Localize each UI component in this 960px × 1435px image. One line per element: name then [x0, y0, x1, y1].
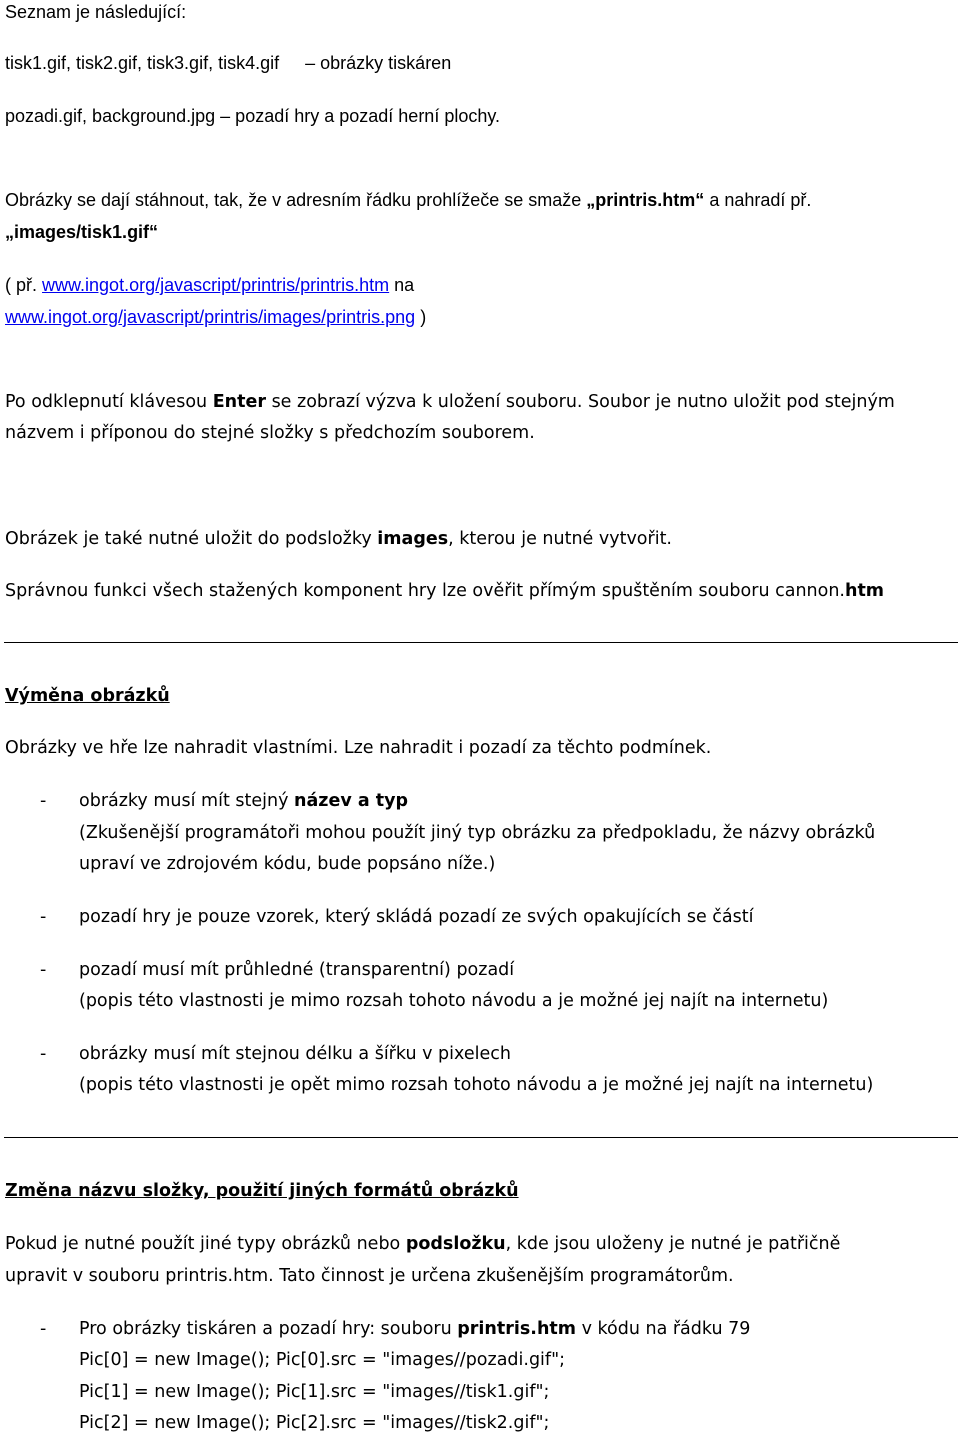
example-link-printris-png[interactable]: www.ingot.org/javascript/printris/images/printris.png [5, 307, 416, 327]
background-files-line [5, 105, 500, 127]
name-and-type: název a typ [294, 791, 409, 811]
printer-files: tisk1.gif, tisk2.gif, tisk3.gif, tisk4.gif [5, 53, 280, 73]
rename-bullet-text: Pro obrázky tiskáren a pozadí hry: souboru [79, 1319, 452, 1339]
images-folder-text: Obrázek je také nutné uložit do podsložky [5, 529, 372, 549]
rename-bullet-1 [79, 1318, 750, 1340]
code-line-2: Pic[1] = new Image(); Pic[1].src = "images//tisk1.gif"; [79, 1382, 550, 1402]
replace-note-1b: upraví ve zdrojovém kódu, bude popsáno níže.) [79, 854, 496, 874]
background-files: pozadi.gif, background.jpg [5, 106, 216, 126]
rename-line-2: upravit v souboru printris.htm. Tato činnost je určena zkušenějším programátorům. [5, 1266, 734, 1286]
bullet-dash-5: - [40, 1319, 47, 1339]
download-text-end: a nahradí př. [709, 190, 812, 210]
background-files-desc: – pozadí hry a pozadí herní plochy. [220, 106, 501, 126]
rename-text-cont: , kde jsou uloženy je nutné je patřičně [505, 1234, 841, 1254]
divider-1 [4, 642, 958, 643]
images-tisk-ref: „images/tisk1.gif“ [5, 222, 159, 242]
example-suffix: ) [420, 307, 427, 327]
replace-note-1a: (Zkušenější programátoři mohou použít jiný typ obrázku za předpokladu, že názvy obrázků [79, 823, 876, 843]
code-line-1: Pic[0] = new Image(); Pic[0].src = "images//pozadi.gif"; [79, 1350, 566, 1370]
save-text-cont: se zobrazí výzva k uložení souboru. Soubor je nutno uložit pod stejným [271, 392, 895, 412]
rename-line-1 [5, 1233, 840, 1255]
example-line-2 [5, 306, 426, 328]
save-line-1 [5, 391, 895, 413]
save-line-2: názvem i příponou do stejné složky s předchozím souborem. [5, 423, 535, 443]
printer-files-desc: – obrázky tiskáren [305, 53, 452, 73]
replace-intro: Obrázky ve hře lze nahradit vlastními. Lze nahradit i pozadí za těchto podmínek. [5, 738, 712, 758]
section-title-rename: Změna názvu složky, použití jiných formátů obrázků [5, 1181, 519, 1201]
download-line-2 [5, 221, 158, 243]
bullet-dash-1: - [40, 791, 47, 811]
example-line-1 [5, 274, 414, 296]
download-line-1 [5, 189, 811, 211]
check-text: Správnou funkci všech stažených komponent hry lze ověřit přímým spuštěním souboru cannon. [5, 581, 845, 601]
example-mid: na [394, 275, 415, 295]
printer-files-line [5, 52, 451, 74]
cannon-htm-ext: htm [844, 581, 885, 601]
bullet-dash-2: - [40, 907, 47, 927]
bullet-dash-3: - [40, 960, 47, 980]
replace-bullet-2: pozadí hry je pouze vzorek, který skládá pozadí ze svých opakujících se částí [79, 907, 754, 927]
check-line [5, 580, 884, 602]
printris-htm-ref: „printris.htm“ [586, 190, 705, 210]
replace-bullet-3: pozadí musí mít průhledné (transparentní) pozadí [79, 960, 515, 980]
list-heading: Seznam je následující: [5, 2, 187, 22]
line-79-text: v kódu na řádku 79 [581, 1319, 751, 1339]
replace-note-3: (popis této vlastnosti je mimo rozsah tohoto návodu a je možné jej najít na internetu) [79, 991, 829, 1011]
subfolder-word: podsložku [405, 1234, 506, 1254]
images-folder-name: images [377, 529, 449, 549]
code-line-3: Pic[2] = new Image(); Pic[2].src = "images//tisk2.gif"; [79, 1413, 550, 1433]
example-link-printris-htm[interactable]: www.ingot.org/javascript/printris/printris.htm [42, 275, 390, 295]
replace-bullet-4: obrázky musí mít stejnou délku a šířku v pixelech [79, 1044, 511, 1064]
rename-text: Pokud je nutné použít jiné typy obrázků nebo [5, 1234, 401, 1254]
section-title-replace: Výměna obrázků [5, 686, 170, 706]
replace-bullet-1 [79, 790, 408, 812]
save-text: Po odklepnutí klávesou [5, 392, 208, 412]
images-folder-line [5, 528, 672, 550]
example-prefix: ( př. [5, 275, 38, 295]
replace-bullet-1-text: obrázky musí mít stejný [79, 791, 289, 811]
images-folder-text-end: , kterou je nutné vytvořit. [448, 529, 672, 549]
printris-htm-file: printris.htm [457, 1319, 576, 1339]
download-text: Obrázky se dají stáhnout, tak, že v adresním řádku prohlížeče se smaže [5, 190, 582, 210]
replace-note-4: (popis této vlastnosti je opět mimo rozsah tohoto návodu a je možné jej najít na internetu) [79, 1075, 874, 1095]
bullet-dash-4: - [40, 1044, 47, 1064]
divider-2 [4, 1137, 958, 1138]
enter-key-label: Enter [212, 392, 266, 412]
